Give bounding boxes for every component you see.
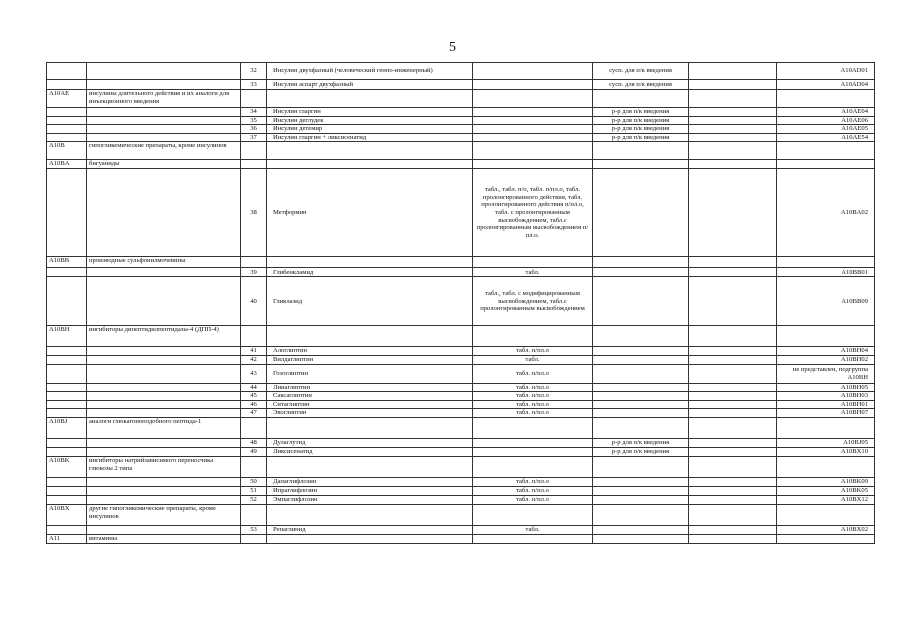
drug-name-cell: Вилдаглиптин	[267, 355, 473, 364]
table-row	[47, 417, 875, 438]
other-form-cell	[689, 326, 777, 347]
drug-name-cell	[267, 257, 473, 268]
table-row	[47, 534, 875, 543]
other-form-cell	[689, 63, 777, 80]
other-form-cell	[689, 525, 777, 534]
atc-code-right-cell: A10BX02	[777, 525, 875, 534]
injection-form-cell	[593, 257, 689, 268]
number-cell: 45	[241, 392, 267, 401]
atc-code-right-cell: A10BJ05	[777, 438, 875, 447]
table-body	[47, 63, 875, 544]
injection-form-cell	[593, 277, 689, 326]
number-cell	[241, 456, 267, 477]
atc-code-cell	[47, 477, 87, 486]
group-name-cell	[87, 525, 241, 534]
oral-form-cell: табл.	[473, 268, 593, 277]
drug-name-cell: Инсулин гларгин + ликсисенатид	[267, 133, 473, 142]
other-form-cell	[689, 257, 777, 268]
group-name-cell	[87, 486, 241, 495]
group-name-cell: бигуаниды	[87, 160, 241, 169]
drug-name-cell: Инсулин аспарт двухфазный	[267, 80, 473, 90]
group-name-cell	[87, 116, 241, 125]
group-name-cell	[87, 495, 241, 504]
other-form-cell	[689, 268, 777, 277]
drug-name-cell: Линаглиптин	[267, 383, 473, 392]
injection-form-cell: р-р для п/к введения	[593, 133, 689, 142]
atc-code-cell	[47, 347, 87, 356]
other-form-cell	[689, 400, 777, 409]
number-cell: 41	[241, 347, 267, 356]
group-name-cell	[87, 133, 241, 142]
table-row	[47, 495, 875, 504]
oral-form-cell: табл. п/пл.о	[473, 495, 593, 504]
injection-form-cell	[593, 477, 689, 486]
oral-form-cell	[473, 80, 593, 90]
other-form-cell	[689, 169, 777, 257]
oral-form-cell	[473, 504, 593, 525]
group-name-cell	[87, 477, 241, 486]
atc-code-cell: A10AE	[47, 90, 87, 108]
atc-code-right-cell	[777, 142, 875, 160]
atc-code-cell: A10BB	[47, 257, 87, 268]
number-cell: 36	[241, 125, 267, 134]
atc-code-cell	[47, 116, 87, 125]
drug-name-cell: Гликлазид	[267, 277, 473, 326]
oral-form-cell	[473, 125, 593, 134]
drug-name-cell: Ликсисенатид	[267, 447, 473, 456]
atc-code-right-cell: A10BX10	[777, 447, 875, 456]
table-row	[47, 447, 875, 456]
drug-name-cell: Дапаглифлозин	[267, 477, 473, 486]
injection-form-cell: р-р для п/к введения	[593, 447, 689, 456]
number-cell: 50	[241, 477, 267, 486]
table-row	[47, 63, 875, 80]
injection-form-cell	[593, 409, 689, 418]
injection-form-cell	[593, 534, 689, 543]
table-row	[47, 355, 875, 364]
number-cell	[241, 534, 267, 543]
drug-name-cell: Эвоглиптин	[267, 409, 473, 418]
drug-name-cell: Алоглиптин	[267, 347, 473, 356]
number-cell	[241, 90, 267, 108]
number-cell: 37	[241, 133, 267, 142]
group-name-cell: производные сульфонилмочевины	[87, 257, 241, 268]
oral-form-cell: табл.	[473, 355, 593, 364]
atc-code-right-cell: A10BK09	[777, 477, 875, 486]
atc-code-cell	[47, 392, 87, 401]
oral-form-cell: табл. п/пл.о	[473, 400, 593, 409]
oral-form-cell	[473, 142, 593, 160]
drug-name-cell: Ситаглиптин	[267, 400, 473, 409]
other-form-cell	[689, 534, 777, 543]
page-number: 5	[449, 40, 456, 55]
atc-code-right-cell: A10BB09	[777, 277, 875, 326]
table-row	[47, 277, 875, 326]
atc-code-cell	[47, 364, 87, 383]
number-cell	[241, 257, 267, 268]
oral-form-cell	[473, 326, 593, 347]
injection-form-cell	[593, 504, 689, 525]
other-form-cell	[689, 477, 777, 486]
drug-name-cell: Дулаглутид	[267, 438, 473, 447]
other-form-cell	[689, 116, 777, 125]
group-name-cell	[87, 108, 241, 117]
number-cell: 35	[241, 116, 267, 125]
group-name-cell	[87, 447, 241, 456]
table-row	[47, 268, 875, 277]
atc-code-right-cell	[777, 534, 875, 543]
number-cell: 44	[241, 383, 267, 392]
atc-code-cell	[47, 63, 87, 80]
atc-code-cell: A10BA	[47, 160, 87, 169]
atc-code-right-cell: A10BA02	[777, 169, 875, 257]
other-form-cell	[689, 142, 777, 160]
atc-code-right-cell	[777, 257, 875, 268]
injection-form-cell: р-р для п/к введения	[593, 438, 689, 447]
atc-code-right-cell	[777, 456, 875, 477]
number-cell	[241, 504, 267, 525]
table-row	[47, 108, 875, 117]
other-form-cell	[689, 409, 777, 418]
oral-form-cell	[473, 90, 593, 108]
drug-name-cell: Метформин	[267, 169, 473, 257]
drug-name-cell: Инсулин деглудек	[267, 116, 473, 125]
group-name-cell: аналоги глюкагоноподобного пептида-1	[87, 417, 241, 438]
number-cell: 46	[241, 400, 267, 409]
other-form-cell	[689, 80, 777, 90]
atc-code-right-cell: A10BH05	[777, 383, 875, 392]
atc-code-right-cell: не представлен, подгруппа A10BH	[777, 364, 875, 383]
atc-code-right-cell	[777, 90, 875, 108]
other-form-cell	[689, 447, 777, 456]
atc-code-cell	[47, 277, 87, 326]
atc-code-right-cell: A10BH03	[777, 392, 875, 401]
group-name-cell	[87, 355, 241, 364]
group-name-cell	[87, 169, 241, 257]
table-row	[47, 438, 875, 447]
atc-code-cell	[47, 409, 87, 418]
group-name-cell: ингибиторы натрийзависимого переносчика глюкозы 2 типа	[87, 456, 241, 477]
injection-form-cell	[593, 383, 689, 392]
oral-form-cell	[473, 133, 593, 142]
table-row	[47, 80, 875, 90]
atc-code-cell	[47, 495, 87, 504]
number-cell: 32	[241, 63, 267, 80]
drug-name-cell: Саксаглиптин	[267, 392, 473, 401]
number-cell	[241, 160, 267, 169]
oral-form-cell	[473, 160, 593, 169]
number-cell: 48	[241, 438, 267, 447]
injection-form-cell: сусп. для п/к введения	[593, 80, 689, 90]
atc-code-right-cell: A10AE06	[777, 116, 875, 125]
injection-form-cell: р-р для п/к введения	[593, 116, 689, 125]
drug-name-cell: Инсулин двухфазный (человеческий генно-инженерный)	[267, 63, 473, 80]
number-cell	[241, 142, 267, 160]
oral-form-cell: табл. п/пл.о	[473, 392, 593, 401]
table-row	[47, 400, 875, 409]
injection-form-cell	[593, 326, 689, 347]
atc-code-cell	[47, 438, 87, 447]
injection-form-cell	[593, 392, 689, 401]
atc-code-cell: A10BH	[47, 326, 87, 347]
atc-code-right-cell: A10BK05	[777, 486, 875, 495]
group-name-cell	[87, 277, 241, 326]
number-cell: 43	[241, 364, 267, 383]
oral-form-cell	[473, 257, 593, 268]
oral-form-cell: табл. п/пл.о	[473, 383, 593, 392]
other-form-cell	[689, 355, 777, 364]
group-name-cell	[87, 400, 241, 409]
number-cell: 49	[241, 447, 267, 456]
number-cell: 34	[241, 108, 267, 117]
table-row	[47, 133, 875, 142]
drug-name-cell	[267, 142, 473, 160]
drug-name-cell: Инсулин гларгин	[267, 108, 473, 117]
atc-code-cell	[47, 383, 87, 392]
other-form-cell	[689, 364, 777, 383]
group-name-cell	[87, 438, 241, 447]
oral-form-cell	[473, 116, 593, 125]
atc-code-right-cell: A10AD04	[777, 80, 875, 90]
atc-code-right-cell: A10AE04	[777, 108, 875, 117]
atc-code-right-cell: A10BB01	[777, 268, 875, 277]
injection-form-cell: р-р для п/к введения	[593, 108, 689, 117]
injection-form-cell	[593, 142, 689, 160]
atc-code-cell	[47, 400, 87, 409]
injection-form-cell	[593, 525, 689, 534]
other-form-cell	[689, 277, 777, 326]
injection-form-cell	[593, 364, 689, 383]
table-row	[47, 169, 875, 257]
group-name-cell: ингибиторы дипептидилпептидазы-4 (ДПП-4)	[87, 326, 241, 347]
group-name-cell	[87, 364, 241, 383]
drug-name-cell: Инсулин детемир	[267, 125, 473, 134]
injection-form-cell	[593, 355, 689, 364]
drug-name-cell	[267, 504, 473, 525]
number-cell: 33	[241, 80, 267, 90]
group-name-cell: другие гипогликемические препараты, кроме инсулинов	[87, 504, 241, 525]
drug-name-cell	[267, 534, 473, 543]
number-cell	[241, 417, 267, 438]
other-form-cell	[689, 90, 777, 108]
injection-form-cell: сусп. для п/к введения	[593, 63, 689, 80]
drug-name-cell: Гозоглиптин	[267, 364, 473, 383]
oral-form-cell	[473, 438, 593, 447]
atc-code-cell	[47, 447, 87, 456]
other-form-cell	[689, 504, 777, 525]
atc-code-cell	[47, 125, 87, 134]
atc-code-cell	[47, 169, 87, 257]
other-form-cell	[689, 456, 777, 477]
other-form-cell	[689, 438, 777, 447]
atc-code-right-cell	[777, 160, 875, 169]
injection-form-cell: р-р для п/к введения	[593, 125, 689, 134]
number-cell: 40	[241, 277, 267, 326]
atc-code-cell	[47, 133, 87, 142]
table-row	[47, 383, 875, 392]
drug-name-cell	[267, 417, 473, 438]
injection-form-cell	[593, 400, 689, 409]
table-row	[47, 125, 875, 134]
atc-code-cell: A10B	[47, 142, 87, 160]
atc-code-right-cell	[777, 504, 875, 525]
atc-code-right-cell: A10BH01	[777, 400, 875, 409]
atc-code-cell	[47, 80, 87, 90]
group-name-cell	[87, 63, 241, 80]
other-form-cell	[689, 160, 777, 169]
group-name-cell: инсулины длительного действия и их аналоги для инъекционного введения	[87, 90, 241, 108]
oral-form-cell	[473, 456, 593, 477]
other-form-cell	[689, 125, 777, 134]
group-name-cell: витамины	[87, 534, 241, 543]
injection-form-cell	[593, 417, 689, 438]
drug-name-cell: Эмпаглифлозин	[267, 495, 473, 504]
table-row	[47, 504, 875, 525]
table-row	[47, 116, 875, 125]
drug-name-cell: Репаглинид	[267, 525, 473, 534]
oral-form-cell: табл. п/пл.о	[473, 486, 593, 495]
table-row	[47, 456, 875, 477]
oral-form-cell: табл. п/пл.о	[473, 477, 593, 486]
injection-form-cell	[593, 160, 689, 169]
injection-form-cell	[593, 268, 689, 277]
oral-form-cell	[473, 108, 593, 117]
table-row	[47, 142, 875, 160]
other-form-cell	[689, 133, 777, 142]
table-row	[47, 392, 875, 401]
atc-code-cell	[47, 108, 87, 117]
injection-form-cell	[593, 495, 689, 504]
number-cell: 39	[241, 268, 267, 277]
group-name-cell	[87, 125, 241, 134]
injection-form-cell	[593, 347, 689, 356]
oral-form-cell: табл.	[473, 525, 593, 534]
number-cell: 52	[241, 495, 267, 504]
table-row	[47, 257, 875, 268]
oral-form-cell: табл. п/пл.о	[473, 409, 593, 418]
oral-form-cell: табл. п/пл.о	[473, 364, 593, 383]
injection-form-cell	[593, 456, 689, 477]
atc-code-cell	[47, 525, 87, 534]
oral-form-cell: табл. п/пл.о	[473, 347, 593, 356]
drug-name-cell	[267, 160, 473, 169]
group-name-cell	[87, 347, 241, 356]
atc-code-right-cell: A10BH02	[777, 355, 875, 364]
atc-code-right-cell: A10BX12	[777, 495, 875, 504]
other-form-cell	[689, 495, 777, 504]
atc-code-right-cell: A10BH04	[777, 347, 875, 356]
atc-code-right-cell: A10AD01	[777, 63, 875, 80]
number-cell: 38	[241, 169, 267, 257]
other-form-cell	[689, 108, 777, 117]
atc-code-cell	[47, 268, 87, 277]
drug-name-cell	[267, 90, 473, 108]
atc-code-cell	[47, 355, 87, 364]
drug-name-cell: Ипраглифлозин	[267, 486, 473, 495]
oral-form-cell	[473, 534, 593, 543]
oral-form-cell: табл., табл. с модифицированным высвобождением, табл.с пролонгированным высвобождением	[473, 277, 593, 326]
atc-code-right-cell: A10AE05	[777, 125, 875, 134]
table-row	[47, 160, 875, 169]
other-form-cell	[689, 383, 777, 392]
atc-code-right-cell: A10BH07	[777, 409, 875, 418]
number-cell: 42	[241, 355, 267, 364]
table-row	[47, 326, 875, 347]
table-row	[47, 364, 875, 383]
group-name-cell: гипогликемические препараты, кроме инсулинов	[87, 142, 241, 160]
other-form-cell	[689, 392, 777, 401]
oral-form-cell	[473, 417, 593, 438]
injection-form-cell	[593, 169, 689, 257]
number-cell: 51	[241, 486, 267, 495]
oral-form-cell: табл., табл. п/о, табл. п/пл.о, табл. пролонгированного действия, табл. пролонгированного действия п/пл.о, табл. с пролонгированным высвобождением, табл.с пролонгированным высвобождением п/пл.о.	[473, 169, 593, 257]
table-row	[47, 486, 875, 495]
other-form-cell	[689, 347, 777, 356]
injection-form-cell	[593, 486, 689, 495]
group-name-cell	[87, 80, 241, 90]
atc-code-cell: A11	[47, 534, 87, 543]
atc-code-right-cell	[777, 326, 875, 347]
oral-form-cell	[473, 63, 593, 80]
group-name-cell	[87, 409, 241, 418]
drug-name-cell	[267, 456, 473, 477]
atc-code-cell: A10BJ	[47, 417, 87, 438]
table-row	[47, 477, 875, 486]
group-name-cell	[87, 268, 241, 277]
atc-code-right-cell: A10AE54	[777, 133, 875, 142]
atc-code-cell	[47, 486, 87, 495]
table-row	[47, 347, 875, 356]
drug-name-cell: Глибенкламид	[267, 268, 473, 277]
atc-code-right-cell	[777, 417, 875, 438]
injection-form-cell	[593, 90, 689, 108]
number-cell	[241, 326, 267, 347]
table-row	[47, 409, 875, 418]
number-cell: 53	[241, 525, 267, 534]
atc-code-cell: A10BK	[47, 456, 87, 477]
table-row	[47, 90, 875, 108]
other-form-cell	[689, 486, 777, 495]
number-cell: 47	[241, 409, 267, 418]
table-row	[47, 525, 875, 534]
group-name-cell	[87, 383, 241, 392]
atc-code-cell: A10BX	[47, 504, 87, 525]
drug-list-table	[46, 62, 875, 544]
oral-form-cell	[473, 447, 593, 456]
drug-name-cell	[267, 326, 473, 347]
other-form-cell	[689, 417, 777, 438]
group-name-cell	[87, 392, 241, 401]
